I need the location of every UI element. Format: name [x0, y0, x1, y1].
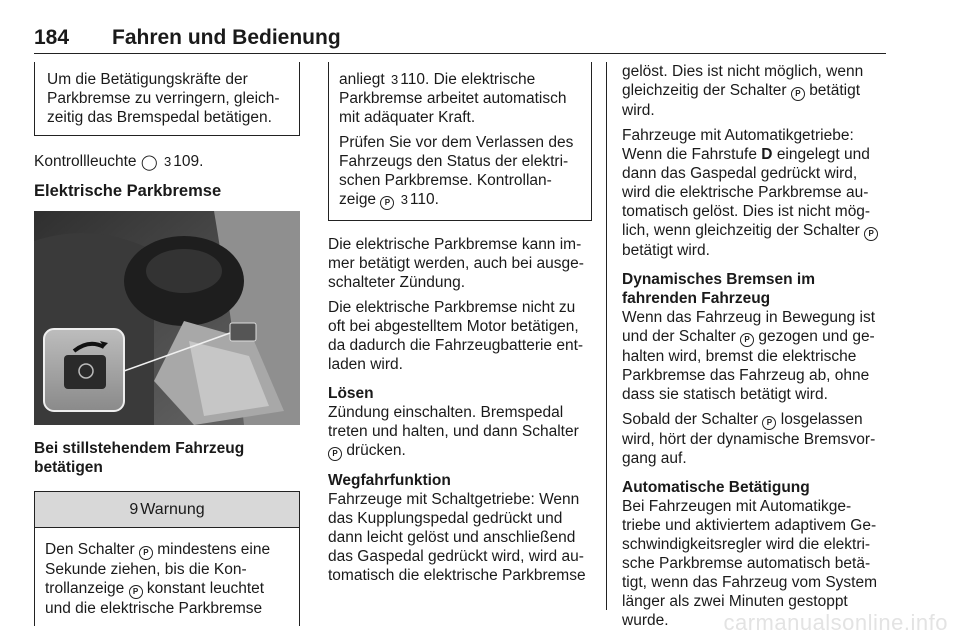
column-1: [34, 62, 300, 626]
parking-brake-switch-icon: P: [328, 447, 342, 461]
continued-note-box: [34, 62, 300, 136]
parking-brake-switch-icon: P: [791, 87, 805, 101]
parking-brake-photo: [34, 211, 300, 425]
note-text: Um die Betätigungskräfte der Parkbremse zu verringern, gleich-zeitig das Bremspedal betätigen.: [47, 71, 280, 126]
watermark: carmanualsonline.info: [723, 610, 948, 635]
subhead-stationary: Bei stillstehendem Fahrzeug betätigen: [34, 440, 245, 476]
parking-brake-switch-icon: P: [864, 227, 878, 241]
cross-reference-icon: 3: [163, 154, 172, 169]
column-divider: [606, 62, 607, 610]
warning-body: [35, 528, 299, 626]
box-paragraph-1: anliegt 3 110. Die elektrische Parkbremse arbeitet automatisch mit adäquater Kraft.: [339, 71, 567, 126]
paragraph-automatic-gearbox: Fahrzeuge mit Automatikgetriebe: Wenn die Fahrstufe D eingelegt und dann das Gaspedal gedrückt wird, wird die elektrische Parkbremse au-tomatisch gelöst. Dies ist nicht mög-lich, wenn gleichzeitig der Schalter P betätigt wird.: [622, 126, 888, 260]
parking-brake-warning-icon: ◯: [140, 154, 158, 171]
heading-loesen: Lösen: [328, 385, 374, 402]
parking-brake-switch-icon: P: [129, 585, 143, 599]
paragraph-loesen: Zündung einschalten. Bremspedal treten und halten, und dann Schalter P drücken.: [328, 404, 579, 459]
parking-brake-switch-icon: P: [139, 546, 153, 560]
page-header: [34, 26, 886, 54]
warning-triangle-icon: 9: [129, 501, 139, 518]
paragraph-released: gelöst. Dies ist nicht möglich, wenn gleichzeitig der Schalter P betätigt wird.: [622, 63, 864, 119]
page-number: 184: [34, 26, 70, 49]
cross-reference-icon: 3: [400, 192, 408, 207]
warning-text: mindestens eine Sekunde ziehen, bis die Kon-trollanzeige: [45, 541, 271, 597]
continued-warning-box: [328, 62, 592, 221]
box-paragraph-2: Prüfen Sie vor dem Verlassen des Fahrzeugs den Status der elektri-schen Parkbremse. Kontrollan-zeige P 3 110.: [339, 134, 574, 208]
heading-automatic-application: Automatische Betätigung: [622, 479, 810, 496]
paragraph-wegfahrfunktion: Fahrzeuge mit Schaltgetriebe: Wenn das Kupplungspedal gedrückt und dann leicht gelöst und anschließend das Gaspedal gedrückt wird, wird au-tomatisch die elektrische Parkbremse: [328, 491, 586, 584]
heading-wegfahrfunktion: Wegfahrfunktion: [328, 472, 451, 489]
warning-text: Den Schalter: [45, 541, 139, 558]
parking-brake-illustration: [34, 211, 300, 425]
page-title: Fahren und Bedienung: [112, 26, 341, 49]
section-title: Elektrische Parkbremse: [34, 182, 222, 200]
column-2: [328, 62, 592, 591]
paragraph-dynamic-braking: Wenn das Fahrzeug in Bewegung ist und der Schalter P gezogen und ge-halten wird, bremst die elektrische Parkbremse das Fahrzeug ab, ohne dass sie statisch betätigt wird.: [622, 309, 876, 403]
parking-brake-switch-icon: P: [740, 333, 754, 347]
cross-reference-icon: 3: [391, 72, 399, 87]
warning-box: [34, 491, 300, 626]
warning-title: Warnung: [140, 501, 205, 518]
warning-text: konstant leuchtet und die elektrische Parkbremse: [45, 580, 265, 617]
warning-header: [35, 492, 299, 528]
kontrollleuchte-line: Kontrollleuchte ◯ 3 109.: [34, 153, 204, 171]
paragraph-battery: Die elektrische Parkbremse nicht zu oft bei abgestelltem Motor betätigen, da dadurch die Fahrzeugbatterie ent-laden wird.: [328, 299, 584, 373]
heading-dynamic-braking: Dynamisches Bremsen im fahrenden Fahrzeug: [622, 271, 815, 307]
paragraph-automatic-application: Bei Fahrzeugen mit Automatikge-triebe und aktiviertem adaptivem Ge-schwindigkeitsregler wird die elektri-sche Parkbremse automatisch betä-tigt, wenn das Fahrzeug vom System länger als zwei Minuten gestoppt wurde.: [622, 498, 878, 629]
paragraph-dynamic-release: Sobald der Schalter P losgelassen wird, hört der dynamische Bremsvor-gang auf.: [622, 411, 876, 467]
column-3: [622, 62, 888, 636]
paragraph-always: Die elektrische Parkbremse kann im-mer betätigt werden, auch bei ausge-schalteter Zündung.: [328, 236, 584, 291]
parking-brake-switch-icon: P: [380, 196, 394, 210]
parking-brake-switch-icon: P: [762, 416, 776, 430]
